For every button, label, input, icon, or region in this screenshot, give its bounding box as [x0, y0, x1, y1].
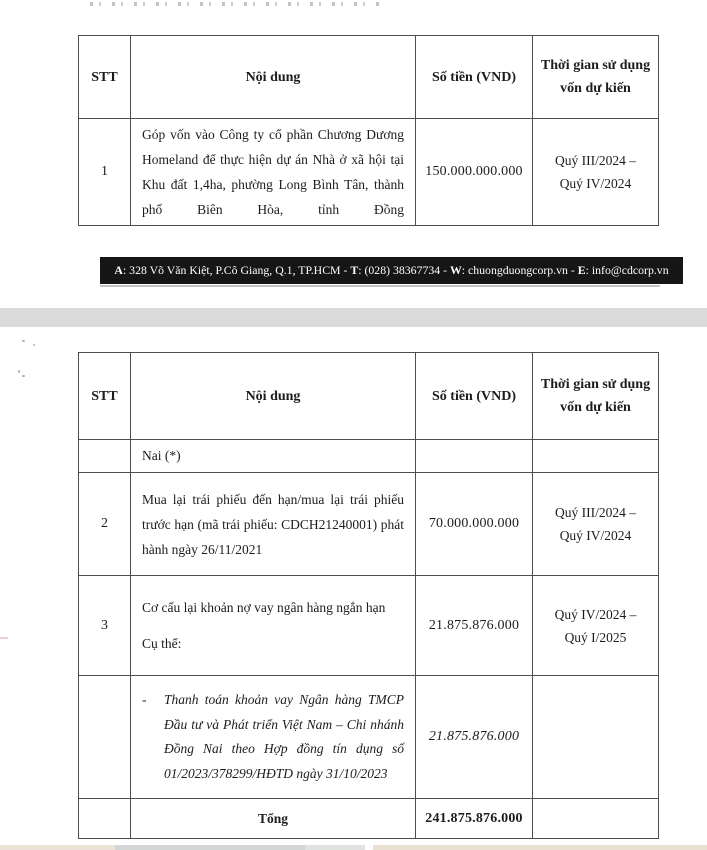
row-time — [533, 576, 659, 676]
row-amount: 150.000.000.000 — [416, 119, 533, 226]
footer-label-website: W — [450, 263, 462, 277]
row-number: 2 — [79, 473, 131, 576]
bottom-edge-strip — [0, 845, 115, 850]
footer-phone-text: : (028) 38367734 - — [358, 263, 450, 277]
table-row — [79, 119, 659, 226]
column-header-time: Thời gian sử dụng vốn dự kiến — [533, 353, 659, 440]
bullet-dash: - — [142, 692, 147, 707]
row-content-subheading: Cụ thể: — [142, 635, 182, 651]
row-content: Góp vốn vào Công ty cổ phần Chương Dương Homeland để thực hiện dự án Nhà ở xã hội tại Khu đất 1,4ha, phường Long Bình Tân, thành phố Biên Hòa, tỉnh Đồng — [131, 119, 416, 226]
scan-speck — [22, 375, 25, 377]
row-number: 1 — [79, 119, 131, 226]
time-line-1: Quý IV/2024 – — [554, 606, 637, 622]
row-time-empty — [533, 440, 659, 473]
scan-speck — [33, 344, 35, 346]
total-label: Tổng — [131, 799, 416, 839]
row-number-empty — [79, 676, 131, 799]
capital-use-table-page1 — [78, 35, 659, 226]
column-header-stt: STT — [79, 353, 131, 440]
total-amount: 241.875.876.000 — [416, 799, 533, 839]
continuation-row — [79, 440, 659, 473]
detail-content — [131, 676, 416, 799]
column-header-amount: Số tiền (VND) — [416, 353, 533, 440]
table-row — [79, 473, 659, 576]
row-content — [131, 576, 416, 676]
row-amount: 70.000.000.000 — [416, 473, 533, 576]
clipped-text-remnant — [90, 2, 385, 6]
detail-row — [79, 676, 659, 799]
row-content: Mua lại trái phiếu đến hạn/mua lại trái phiếu trước hạn (mã trái phiếu: CDCH21240001) phát hành ngày 26/11/2021 — [131, 473, 416, 576]
time-line-1: Quý III/2024 – — [555, 505, 636, 520]
detail-amount: 21.875.876.000 — [416, 676, 533, 799]
row-number: 3 — [79, 576, 131, 676]
footer-address-text: : 328 Võ Văn Kiệt, P.Cô Giang, Q.1, TP.HCM - — [122, 263, 351, 277]
footer-label-email: E — [577, 263, 586, 277]
time-line-2: Quý IV/2024 — [559, 528, 632, 543]
column-header-amount: Số tiền (VND) — [416, 36, 533, 119]
bottom-edge-strip — [305, 845, 365, 850]
row-amount: 21.875.876.000 — [416, 576, 533, 676]
table-header-row — [79, 36, 659, 119]
scan-shadow-line — [100, 285, 660, 287]
time-line-2: Quý I/2025 — [564, 629, 627, 645]
footer-label-address: A — [114, 263, 123, 277]
column-header-content: Nội dung — [131, 353, 416, 440]
row-number-empty — [79, 440, 131, 473]
column-header-time: Thời gian sử dụng vốn dự kiến — [533, 36, 659, 119]
footer-contact-bar — [100, 257, 683, 284]
total-row — [79, 799, 659, 839]
scan-speck — [22, 340, 25, 342]
continuation-text: Nai (*) — [131, 440, 416, 473]
scan-speck — [18, 370, 20, 373]
time-line-1: Quý III/2024 – — [555, 153, 636, 168]
footer-website-text: : chuongduongcorp.vn - — [461, 263, 578, 277]
total-time-empty — [533, 799, 659, 839]
page-separator-band — [0, 308, 707, 327]
time-line-2: Quý IV/2024 — [559, 176, 632, 191]
detail-text: Thanh toán khoản vay Ngân hàng TMCP Đầu tư và Phát triển Việt Nam – Chi nhánh Đồng Nai theo Hợp đồng tín dụng số 01/2023/378299/HĐTD ngày 31/10/2023 — [164, 692, 404, 781]
footer-label-phone: T — [350, 263, 359, 277]
bottom-edge-strip — [115, 845, 305, 850]
row-number-empty — [79, 799, 131, 839]
row-amount-empty — [416, 440, 533, 473]
bottom-edge-strip — [365, 845, 373, 850]
row-content-paragraph: Cơ cấu lại khoản nợ vay ngân hàng ngắn hạn — [142, 599, 386, 615]
footer-email-text: : info@cdcorp.vn — [585, 263, 669, 277]
capital-use-table-page2 — [78, 352, 659, 839]
row-time — [533, 119, 659, 226]
scan-artifact-line — [0, 637, 8, 639]
row-time-empty — [533, 676, 659, 799]
table-row — [79, 576, 659, 676]
column-header-stt: STT — [79, 36, 131, 119]
table-header-row — [79, 353, 659, 440]
column-header-content: Nội dung — [131, 36, 416, 119]
bottom-edge-strip — [373, 845, 707, 850]
row-time — [533, 473, 659, 576]
